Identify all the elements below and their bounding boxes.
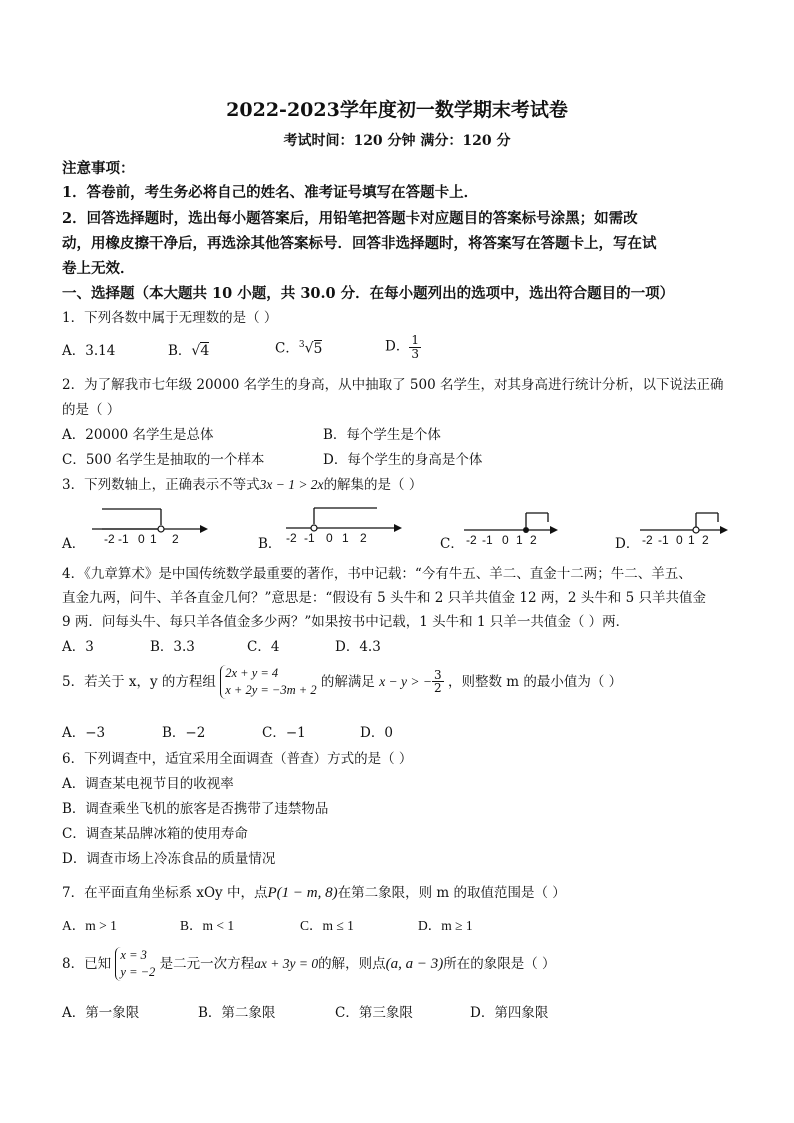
q1-option-b: B．√4	[168, 343, 210, 359]
q5-equation-system: 2x + y = 4 x + 2y = −3m + 2	[220, 665, 316, 699]
q3-a-tick-1: 1	[150, 532, 157, 546]
q3-b-tick-neg2: -2	[286, 531, 297, 545]
q3-b-tick-1: 1	[342, 531, 349, 545]
q4-stem-line-1: 4．《九章算术》是中国传统数学最重要的著作，书中记载：“今有牛五、羊二、直金十二两；牛二、羊五、	[62, 566, 692, 582]
q3-b-tick-neg1: -1	[304, 531, 315, 545]
q4-option-c: C．4	[247, 639, 280, 655]
q2-option-c: C．500 名学生是抽取的一个样本	[62, 452, 265, 468]
q7-stem: 7．在平面直角坐标系 xOy 中，点P(1 − m, 8)在第二象限，则 m 的取值范围是（ ）	[62, 885, 566, 901]
q4-option-b: B．3.3	[150, 639, 195, 655]
q3-c-tick-1: 1	[516, 533, 523, 547]
q3-numberline-a	[88, 505, 210, 547]
q3-c-tick-2: 2	[530, 533, 537, 547]
q7-option-d: D．m ≥ 1	[418, 918, 473, 933]
q1-stem: 1．下列各数中属于无理数的是（ ）	[62, 310, 278, 326]
q8-option-b: B．第二象限	[198, 1005, 276, 1021]
q8-stem: 8．已知 x = 3 y = −2 是二元一次方程ax + 3y = 0的解，则点(a, a − 3)所在的象限是（ ）	[62, 948, 556, 979]
q3-c-tick-neg1: -1	[482, 533, 493, 547]
q3-option-a: A．	[62, 536, 86, 552]
exam-info: 考试时间：120 分钟 满分：120 分	[283, 133, 511, 149]
q3-stem: 3．下列数轴上，正确表示不等式3x − 1 > 2x的解集的是（ ）	[62, 477, 423, 493]
q3-b-tick-2: 2	[360, 531, 367, 545]
q5-stem: 5．若关于 x，y 的方程组 2x + y = 4 x + 2y = −3m + 2 的解满足 x − y > − $\frac{3}{2}$ ，则整数 m 的最小值为（ ）	[62, 666, 623, 697]
q3-option-b: B．	[258, 536, 282, 552]
note-2-line-1: 2．回答选择题时，选出每小题答案后，用铅笔把答题卡对应题目的答案标号涂黑；如需改	[62, 210, 638, 227]
notes-heading: 注意事项：	[62, 160, 135, 177]
q1-option-d: D． $\frac{1}{3}$	[385, 333, 419, 361]
q2-option-d: D．每个学生的身高是个体	[323, 452, 483, 468]
q3-d-tick-neg1: -1	[658, 533, 669, 547]
q3-a-tick-2: 2	[172, 532, 179, 546]
q2-option-a: A．20000 名学生是总体	[62, 427, 214, 443]
page-title: 2022-2023学年度初一数学期末考试卷	[226, 99, 568, 121]
q6-option-c: C．调查某品牌冰箱的使用寿命	[62, 826, 248, 842]
q3-numberline-b	[282, 504, 404, 546]
q3-option-c: C．	[440, 536, 464, 552]
q4-option-d: D．4.3	[335, 639, 381, 655]
q7-option-a: A．m > 1	[62, 918, 117, 933]
q3-d-tick-2: 2	[702, 533, 709, 547]
q8-option-c: C．第三象限	[335, 1005, 413, 1021]
q8-option-d: D．第四象限	[470, 1005, 549, 1021]
q3-option-d: D．	[615, 536, 640, 552]
q7-option-c: C．m ≤ 1	[300, 918, 354, 933]
note-2-line-3: 卷上无效．	[62, 260, 135, 277]
q5-option-c: C．−1	[262, 725, 306, 741]
section-1-heading: 一、选择题（本大题共 10 小题，共 30.0 分．在每小题列出的选项中，选出符合题目的一项）	[62, 285, 675, 302]
q3-c-tick-neg2: -2	[466, 533, 477, 547]
q3-a-tick-neg2: -2	[104, 532, 115, 546]
q6-option-d: D．调查市场上冷冻食品的质量情况	[62, 851, 276, 867]
q3-numberline-c	[462, 510, 562, 548]
q1-option-c: C．$^3$√5	[275, 340, 323, 357]
q3-numberline-d	[638, 510, 734, 548]
q4-option-a: A．3	[62, 639, 94, 655]
q2-option-b: B．每个学生是个体	[323, 427, 441, 443]
q3-c-tick-0: 0	[502, 533, 509, 547]
q2-stem-line-2: 的是（ ）	[62, 402, 121, 418]
q6-stem: 6．下列调查中，适宜采用全面调查（普查）方式的是（ ）	[62, 751, 413, 767]
q8-option-a: A．第一象限	[62, 1005, 140, 1021]
q4-stem-line-3: 9 两．问每头牛、每只羊各值金多少两？”如果按书中记载，1 头牛和 1 只羊一共值金（ ）两．	[62, 614, 630, 630]
note-1: 1．答卷前，考生务必将自己的姓名、准考证号填写在答题卡上．	[62, 184, 479, 201]
q3-a-tick-0: 0	[138, 532, 145, 546]
q3-d-tick-1: 1	[688, 533, 695, 547]
q5-option-b: B．−2	[162, 725, 206, 741]
q3-d-tick-neg2: -2	[642, 533, 653, 547]
q3-a-tick-neg1: -1	[118, 532, 129, 546]
q7-option-b: B．m < 1	[180, 918, 235, 933]
q3-d-tick-0: 0	[676, 533, 683, 547]
q2-stem-line-1: 2．为了解我市七年级 20000 名学生的身高，从中抽取了 500 名学生，对其身高进行统计分析，以下说法正确	[62, 377, 724, 393]
q6-option-b: B．调查乘坐飞机的旅客是否携带了违禁物品	[62, 801, 329, 817]
q8-solution-system: x = 3 y = −2	[115, 947, 155, 981]
q4-stem-line-2: 直金九两，问牛、羊各直金几何？”意思是：“假设有 5 头牛和 2 只羊共值金 12 两，2 头牛和 5 只羊共值金	[62, 590, 706, 606]
q5-option-a: A．−3	[62, 725, 106, 741]
q6-option-a: A．调查某电视节目的收视率	[62, 776, 234, 792]
q1-option-a: A．3.14	[62, 343, 116, 359]
q3-b-tick-0: 0	[326, 531, 333, 545]
note-2-line-2: 动，用橡皮擦干净后，再选涂其他答案标号．回答非选择题时，将答案写在答题卡上，写在试	[62, 235, 657, 252]
q5-option-d: D．0	[360, 725, 393, 741]
